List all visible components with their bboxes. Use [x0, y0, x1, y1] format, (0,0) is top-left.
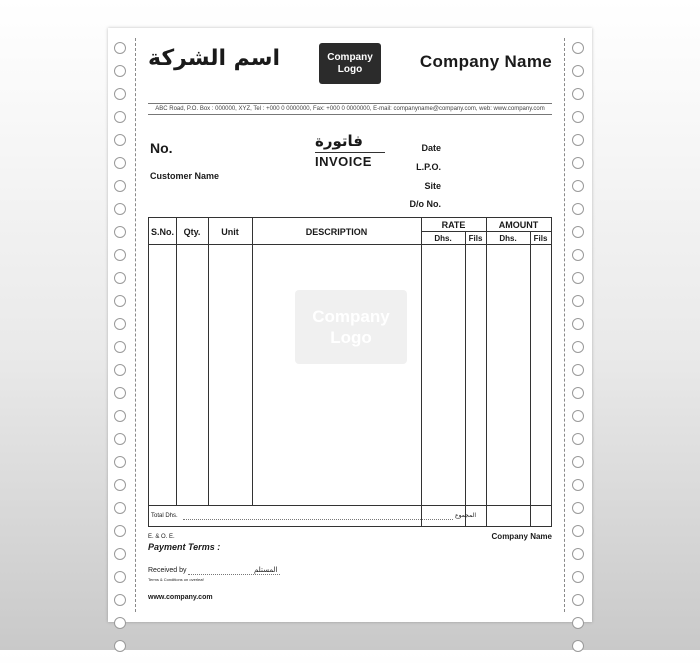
- feed-hole: [572, 318, 584, 330]
- feed-hole: [114, 42, 126, 54]
- col-divider: [208, 218, 209, 505]
- feed-hole: [572, 617, 584, 629]
- col-divider: [465, 231, 466, 526]
- feed-hole: [114, 594, 126, 606]
- feed-hole: [114, 295, 126, 307]
- header-qty: Qty.: [183, 227, 201, 237]
- feed-hole: [114, 318, 126, 330]
- feed-hole: [572, 594, 584, 606]
- eoe-note: E. & O. E.: [148, 534, 175, 540]
- feed-hole: [114, 341, 126, 353]
- header-rule: [149, 244, 551, 245]
- invoice-title-arabic: فاتورة: [315, 132, 363, 150]
- col-divider: [530, 231, 531, 526]
- date-label: Date: [421, 143, 441, 153]
- feed-hole: [572, 433, 584, 445]
- feed-hole: [114, 502, 126, 514]
- feed-hole: [114, 548, 126, 560]
- feed-hole: [572, 272, 584, 284]
- feed-hole: [114, 479, 126, 491]
- feed-hole: [572, 456, 584, 468]
- feed-hole: [572, 571, 584, 583]
- receiver-label-arabic: المستلم: [254, 566, 278, 574]
- lpo-label: L.P.O.: [416, 162, 441, 172]
- header-rate: RATE: [441, 220, 466, 230]
- feed-hole: [114, 157, 126, 169]
- customer-name-label: Customer Name: [150, 171, 220, 181]
- col-divider: [252, 218, 253, 505]
- feed-hole: [114, 88, 126, 100]
- feed-hole: [572, 410, 584, 422]
- feed-hole: [114, 180, 126, 192]
- feed-hole: [114, 111, 126, 123]
- feed-hole: [572, 640, 584, 652]
- total-rule: [149, 505, 551, 506]
- feed-hole: [114, 525, 126, 537]
- feed-hole: [572, 65, 584, 77]
- header-amount-fils: Fils: [533, 234, 548, 243]
- feed-hole: [114, 272, 126, 284]
- feed-hole: [572, 548, 584, 560]
- watermark-logo: Company Logo: [295, 290, 407, 364]
- terms-note: Terms & Conditions on overleaf: [148, 577, 204, 582]
- feed-hole: [572, 203, 584, 215]
- total-label: Total Dhs.: [151, 513, 178, 519]
- payment-terms-label: Payment Terms :: [148, 542, 221, 552]
- feed-hole: [114, 226, 126, 238]
- feed-hole: [572, 341, 584, 353]
- feed-hole: [114, 456, 126, 468]
- feed-hole: [572, 226, 584, 238]
- feed-hole: [572, 88, 584, 100]
- left-perforation: [135, 38, 136, 612]
- right-feed-holes: [572, 42, 586, 663]
- feed-hole: [572, 479, 584, 491]
- feed-hole: [114, 203, 126, 215]
- feed-hole: [114, 65, 126, 77]
- feed-hole: [114, 364, 126, 376]
- header-amount: AMOUNT: [498, 220, 539, 230]
- total-label-arabic: المجموع: [455, 512, 476, 519]
- feed-hole: [114, 617, 126, 629]
- website: www.company.com: [148, 594, 213, 601]
- col-divider: [176, 218, 177, 505]
- company-logo: Company Logo: [319, 43, 381, 84]
- header-rate-dhs: Dhs.: [434, 234, 452, 243]
- footer-company-name: Company Name: [491, 532, 552, 541]
- feed-hole: [572, 180, 584, 192]
- header-rate-fils: Fils: [468, 234, 483, 243]
- company-name-arabic: اسم الشركة: [148, 46, 281, 71]
- feed-hole: [114, 571, 126, 583]
- right-perforation: [564, 38, 565, 612]
- feed-hole: [572, 249, 584, 261]
- received-by-line: [188, 574, 280, 575]
- address-line: ABC Road, P.O. Box : 000000, XYZ, Tel : +000 0 0000000, Fax: +000 0 0000000, E-mail: companyname@company.com, web: www.company.com: [148, 103, 552, 115]
- feed-hole: [572, 157, 584, 169]
- header-amount-dhs: Dhs.: [499, 234, 517, 243]
- feed-hole: [572, 134, 584, 146]
- left-feed-holes: [114, 42, 128, 663]
- do-number-label: D/o No.: [409, 199, 441, 209]
- site-label: Site: [424, 181, 441, 191]
- feed-hole: [114, 433, 126, 445]
- header-unit: Unit: [221, 227, 239, 237]
- feed-hole: [572, 502, 584, 514]
- received-by-label: Received by: [148, 567, 187, 574]
- feed-hole: [572, 295, 584, 307]
- header-description: DESCRIPTION: [305, 227, 368, 237]
- invoice-paper: [108, 28, 592, 622]
- col-divider: [486, 218, 487, 526]
- header-sno: S.No.: [150, 227, 174, 237]
- feed-hole: [572, 364, 584, 376]
- company-name: Company Name: [419, 52, 552, 71]
- feed-hole: [114, 387, 126, 399]
- feed-hole: [114, 249, 126, 261]
- col-divider: [421, 218, 422, 526]
- feed-hole: [114, 640, 126, 652]
- feed-hole: [114, 410, 126, 422]
- feed-hole: [572, 42, 584, 54]
- feed-hole: [572, 111, 584, 123]
- feed-hole: [114, 134, 126, 146]
- total-dotted-line: [183, 519, 453, 520]
- feed-hole: [572, 525, 584, 537]
- invoice-title: INVOICE: [315, 154, 372, 169]
- feed-hole: [572, 387, 584, 399]
- invoice-number-label: No.: [150, 140, 173, 156]
- items-table: [148, 217, 552, 527]
